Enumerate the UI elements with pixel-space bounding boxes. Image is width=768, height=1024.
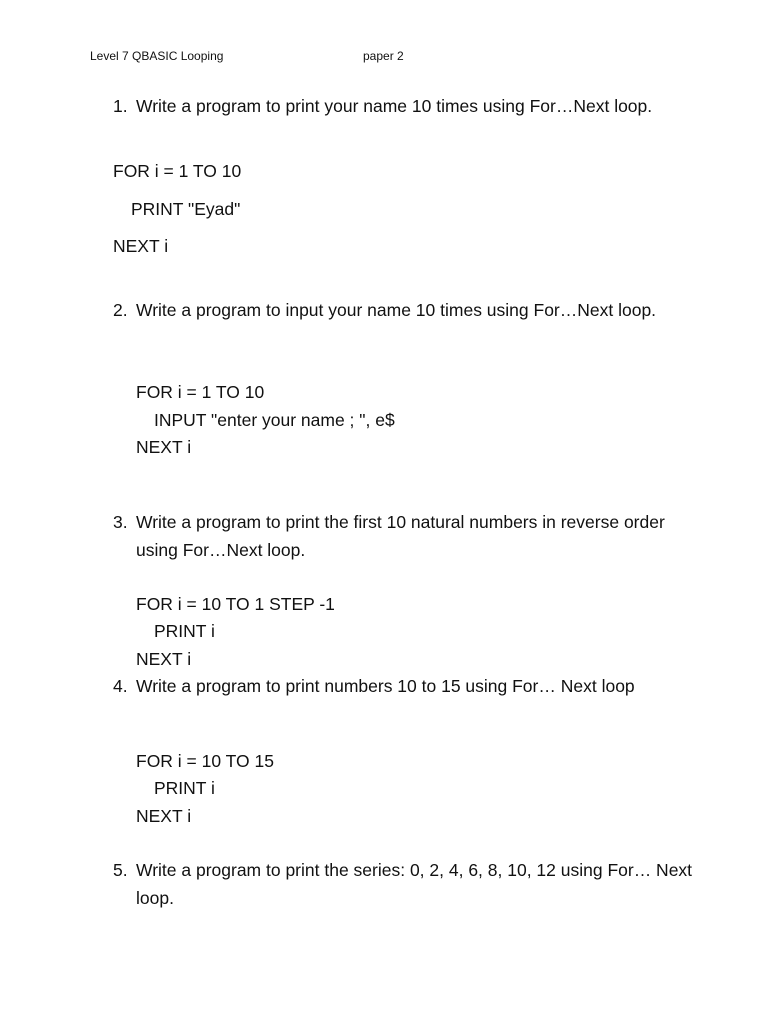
code-line: NEXT i (136, 806, 192, 826)
question-1 (113, 93, 693, 121)
question-3 (113, 509, 693, 564)
question-number: 3. (113, 512, 128, 532)
code-line: NEXT i (113, 236, 169, 256)
question-number: 4. (113, 676, 128, 696)
question-text: Write a program to print the series: 0, 2, 4, 6, 8, 10, 12 using For… Next loop. (136, 860, 693, 908)
question-number: 5. (113, 860, 128, 880)
question-5 (113, 857, 693, 912)
question-number: 2. (113, 300, 128, 320)
code-line: FOR i = 1 TO 10 (113, 161, 242, 181)
header-paper-label: paper 2 (363, 49, 404, 63)
question-text: Write a program to print the first 10 natural numbers in reverse order using For…Next loop. (136, 512, 665, 560)
code-line: NEXT i (136, 649, 192, 669)
question-text: Write a program to print your name 10 times using For…Next loop. (136, 96, 653, 116)
code-line: FOR i = 10 TO 15 (136, 751, 274, 771)
header-title: Level 7 QBASIC Looping (90, 49, 224, 63)
question-2 (113, 297, 693, 325)
question-text: Write a program to print numbers 10 to 15 using For… Next loop (136, 676, 635, 696)
question-text: Write a program to input your name 10 times using For…Next loop. (136, 300, 657, 320)
question-4 (113, 673, 693, 701)
question-number: 1. (113, 96, 128, 116)
code-line: INPUT "enter your name ; ", e$ (154, 410, 395, 430)
code-line: PRINT i (154, 621, 215, 641)
code-line: PRINT "Eyad" (131, 199, 241, 219)
code-line: FOR i = 10 TO 1 STEP -1 (136, 594, 335, 614)
code-line: FOR i = 1 TO 10 (136, 382, 265, 402)
code-line: NEXT i (136, 437, 192, 457)
code-line: PRINT i (154, 778, 215, 798)
